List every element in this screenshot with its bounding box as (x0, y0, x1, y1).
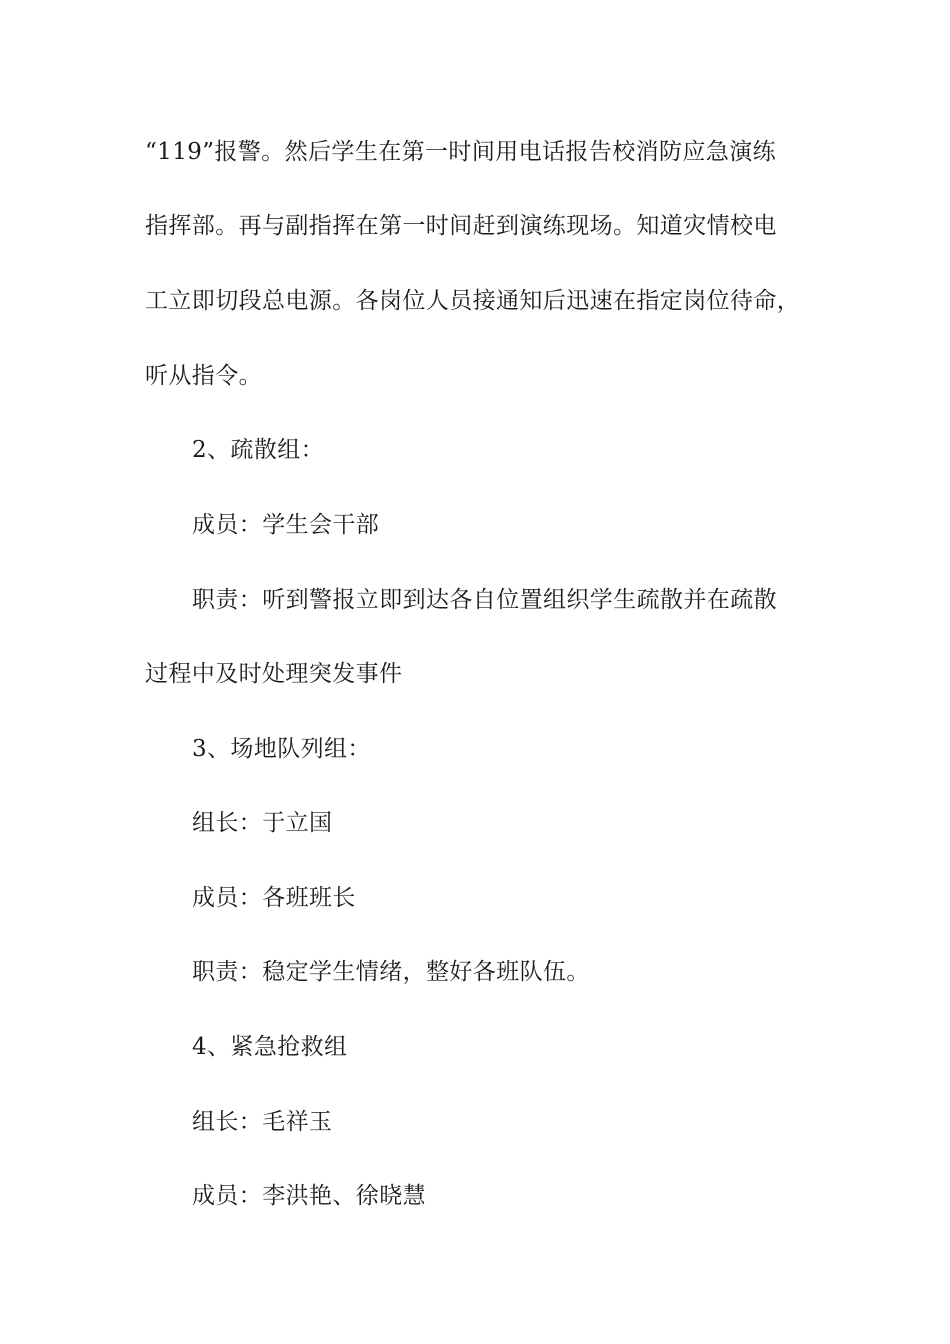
paragraph-line-2: 指挥部。再与副指挥在第一时间赶到演练现场。知道灾情校电 (145, 213, 777, 239)
evacuation-duty-line-1: 职责：听到警报立即到达各自位置组织学生疏散并在疏散 (192, 587, 777, 613)
evacuation-members: 成员：学生会干部 (192, 512, 380, 538)
field-formation-members: 成员：各班班长 (192, 885, 356, 911)
emergency-rescue-members: 成员：李洪艳、徐晓慧 (192, 1183, 426, 1209)
evacuation-duty-line-2: 过程中及时处理突发事件 (145, 661, 403, 687)
field-formation-duty: 职责：稳定学生情绪，整好各班队伍。 (192, 959, 590, 985)
paragraph-line-3: 工立即切段总电源。各岗位人员接通知后迅速在指定岗位待命， (145, 288, 801, 314)
emergency-rescue-leader: 组长：毛祥玉 (192, 1109, 333, 1135)
paragraph-line-1: “119”报警。然后学生在第一时间用电话报告校消防应急演练 (145, 139, 777, 165)
section-heading-field-formation: 3、场地队列组： (192, 736, 371, 762)
field-formation-leader: 组长：于立国 (192, 810, 333, 836)
section-heading-evacuation: 2、疏散组： (192, 437, 325, 463)
paragraph-line-4: 听从指令。 (145, 363, 262, 389)
section-heading-emergency-rescue: 4、紧急抢救组 (192, 1034, 348, 1060)
